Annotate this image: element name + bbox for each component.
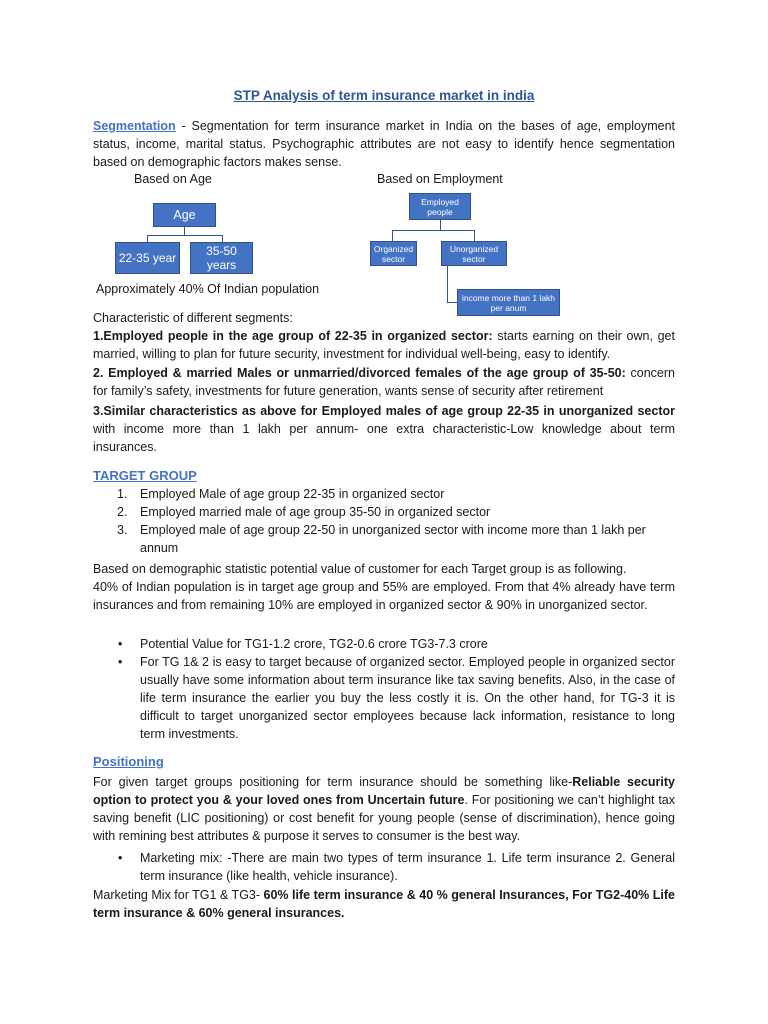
age-connector [184,227,185,235]
target-bullet-list [93,635,675,743]
positioning-heading [93,753,675,771]
target-group-heading [93,467,675,485]
age-diagram-label: Based on Age [134,172,212,186]
employment-income-box: income more than 1 lakh per anum [457,289,560,316]
employment-connector [474,230,475,241]
employment-organized-box: Organized sector [370,241,417,266]
positioning-heading-text: Positioning [93,754,164,769]
characteristic-2-text: concern for family’s safety, investments for future generation, wants sense of security after retirement [93,366,675,398]
characteristic-3 [93,402,675,456]
list-item: 1. Employed Male of age group 22-35 in organized sector [117,487,445,501]
characteristic-1-text: starts earning on their own, get married, willing to plan for future security, investment for individual well-being, easy to identify. [93,329,675,361]
characteristic-2-bold: 2. Employed & married Males or unmarried/divorced females of the age group of 35-50: [93,366,626,380]
characteristic-3-bold: 3.Similar characteristics as above for Employed males of age group 22-35 in unorganized sector [93,404,675,418]
age-child-box-35-50: 35-50 years [190,242,253,274]
marketing-mix-paragraph: Marketing Mix for TG1 & TG3- 60% life term insurance & 40 % general Insurances, For TG2-40% Life term insurance & 60% general insurances. [93,888,675,920]
characteristic-3-text: with income more than 1 lakh per annum- one extra characteristic-Low knowledge about term insurances. [93,422,675,454]
employment-unorganized-box: Unorganized sector [441,241,507,266]
target-para-1: Based on demographic statistic potential value of customer for each Target group is as following. [93,562,627,576]
age-child-box-22-35: 22-35 year [115,242,180,274]
list-item: • For TG 1& 2 is easy to target because of organized sector. Employed people in organized sector usually have some information about term insurance like tax saving benefits. Also, in the case of life term insurance the earlier you buy the less costly it is. On the other hand, for TG-3 it is difficult to target unorganized sector employees because lack information, resistance to long term investments. [118,655,675,741]
employment-connector [447,302,457,303]
list-item: 3. Employed male of age group 22-50 in unorganized sector with income more than 1 lakh per annum [117,523,646,555]
employment-connector [440,220,441,230]
segmentation-text: - Segmentation for term insurance market in India on the bases of age, employment status, income, marital status. Psychographic attributes are not easy to identify hence segmentation based on demographic factors makes sense. [93,119,675,169]
list-item: 2. Employed married male of age group 35-50 in organized sector [117,505,491,519]
segmentation-paragraph [93,117,675,171]
characteristic-1 [93,327,675,363]
target-group-list [93,485,675,557]
characteristic-2 [93,364,675,400]
list-item: • Potential Value for TG1-1.2 crore, TG2-0.6 crore TG3-7.3 crore [118,637,488,651]
characteristics-heading: Characteristic of different segments: [93,311,293,325]
age-root-box: Age [153,203,216,227]
employment-connector [392,230,393,241]
list-item: • Marketing mix: -There are main two types of term insurance 1. Life term insurance 2. General term insurance (like health, vehicle insurance). [118,851,675,883]
age-diagram-caption: Approximately 40% Of Indian population [96,282,320,296]
age-connector [222,235,223,242]
age-connector [147,235,223,236]
employment-diagram-label: Based on Employment [377,172,503,186]
employment-root-box: Employed people [409,193,471,220]
positioning-paragraph: For given target groups positioning for term insurance should be something like-Reliable security option to protect you & your loved ones from Uncertain future. For positioning we can’t highlight tax saving benefit (LIC positioning) or cost benefit for young people (sense of discrimination), hence going with remining best attributes & purpose it serves to consumer is the best way. [93,775,675,843]
target-group-heading-text: TARGET GROUP [93,468,197,483]
target-para-2: 40% of Indian population is in target age group and 55% are employed. From that 4% already have term insurances and from remaining 10% are employed in organized sector & 90% in unorganized sector. [93,580,675,612]
employment-connector [447,266,448,303]
employment-connector [392,230,475,231]
positioning-bullet-list [93,849,675,885]
segmentation-heading: Segmentation [93,119,176,133]
age-connector [147,235,148,242]
characteristic-1-bold: 1.Employed people in the age group of 22-35 in organized sector: [93,329,493,343]
page-title: STP Analysis of term insurance market in india [233,88,535,103]
